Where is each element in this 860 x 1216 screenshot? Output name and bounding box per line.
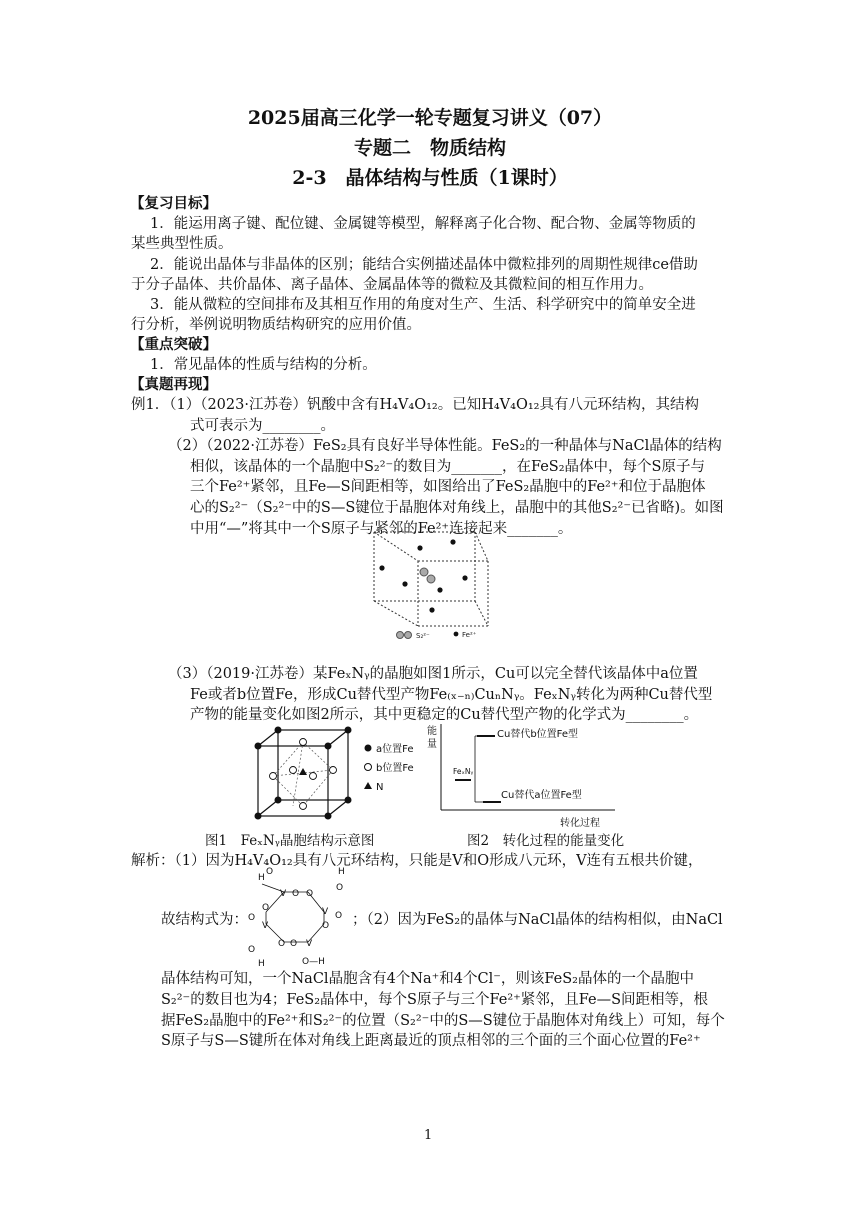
review-goal-line: 某些典型性质。 xyxy=(131,236,233,252)
fe2-ion xyxy=(450,539,455,544)
b-site-fe xyxy=(290,767,297,774)
o-atom-label: O xyxy=(266,867,274,877)
legend-a-icon xyxy=(365,745,372,752)
lesson-title: 2-3 晶体结构与性质（1课时） xyxy=(292,167,568,189)
key-points-heading: 【重点突破】 xyxy=(130,336,217,353)
analysis-line: S₂²⁻的数目也为4；FeS₂晶体中，每个S原子与三个Fe²⁺紧邻，且Fe—S间距相等，根 xyxy=(161,992,709,1008)
b-site-fe xyxy=(310,773,317,780)
h-atom-label: H xyxy=(258,959,265,969)
top-level-label: Cu替代b位置Fe型 xyxy=(497,729,579,740)
legend-b-icon xyxy=(365,764,372,771)
legend-b-label: b位置Fe xyxy=(376,763,414,774)
b-site-fe xyxy=(270,773,277,780)
cell-edge xyxy=(374,601,418,626)
y-axis-label-2: 量 xyxy=(427,739,437,750)
h-atom-label: H xyxy=(258,873,265,883)
s2-legend-icon xyxy=(397,632,412,639)
y-axis-label-1: 能 xyxy=(427,726,437,737)
review-goal-line: 行分析，举例说明物质结构研究的应用价值。 xyxy=(131,317,421,333)
b-site-fe xyxy=(300,803,307,810)
figure-1-caption: 图1 FeₓNᵧ晶胞结构示意图 xyxy=(205,833,375,849)
a-site-fe xyxy=(275,797,282,804)
question-1-line: 式可表示为________。 xyxy=(190,418,335,434)
question-2-line: 相似，该晶体的一个晶胞中S₂²⁻的数目为_______，在FeS₂晶体中，每个S原子与 xyxy=(190,459,705,475)
key-point-line: 1．常见晶体的性质与结构的分析。 xyxy=(150,357,377,373)
o-atom-label: O xyxy=(278,939,286,949)
fe2-ion xyxy=(417,545,422,550)
fe2-ion xyxy=(429,607,434,612)
review-goal-line: 2．能说出晶体与非晶体的区别；能结合实例描述晶体中微粒排列的周期性规律ce借助 xyxy=(150,257,698,273)
review-goals-heading: 【复习目标】 xyxy=(130,195,217,212)
o-atom-label: O xyxy=(248,945,256,955)
o-atom-label: O xyxy=(335,911,343,921)
energy-change-figure xyxy=(425,722,620,830)
question-2-line: 心的S₂²⁻（S₂²⁻中的S—S键位于晶胞体对角线上，晶胞中的其他S₂²⁻已省略)。如图 xyxy=(190,500,724,516)
a-site-fe xyxy=(345,727,352,734)
a-site-fe xyxy=(345,797,352,804)
x-axis-label: 转化过程 xyxy=(560,818,600,829)
v-atom-label: V xyxy=(322,907,329,917)
question-2-line: 三个Fe²⁺紧邻，且Fe—S间距相等，如图给出了FeS₂晶胞中的Fe²⁺和位于晶胞体 xyxy=(190,479,706,495)
s2-legend-label: S₂²⁻ xyxy=(416,632,430,640)
b-site-fe xyxy=(300,739,307,746)
a-site-fe xyxy=(325,743,332,750)
question-3-line: 产物的能量变化如图2所示，其中更稳定的Cu替代型产物的化学式为________。 xyxy=(190,707,699,723)
fexny-unit-cell-figure xyxy=(250,724,425,826)
real-questions-heading: 【真题再现】 xyxy=(130,376,217,393)
fe2-ion xyxy=(379,565,384,570)
legend-n-icon xyxy=(364,782,372,789)
fe2-ion xyxy=(462,575,467,580)
legend-n-label: N xyxy=(376,782,384,793)
question-1-line: 例1．（1）（2023·江苏卷）钒酸中含有H₄V₄O₁₂。已知H₄V₄O₁₂具有八元环结构，其结构 xyxy=(131,397,699,413)
topic-title: 专题二 物质结构 xyxy=(353,137,506,159)
fe2-legend-icon xyxy=(454,632,459,637)
review-goal-line: 1．能运用离子键、配位键、金属键等模型，解释离子化合物、配合物、金属等物质的 xyxy=(150,216,696,232)
o-atom-label: O xyxy=(292,889,300,899)
v-atom-label: V xyxy=(280,889,287,899)
b-site-fe xyxy=(330,767,337,774)
cell-edge xyxy=(475,532,488,561)
h4v4o12-structure xyxy=(240,862,350,970)
bottom-level-label: Cu替代a位置Fe型 xyxy=(501,790,582,801)
o-atom-label: O xyxy=(262,903,270,913)
fe2-ion xyxy=(402,581,407,586)
review-goal-line: 3．能从微粒的空间排布及其相互作用的角度对生产、生活、科学研究中的简单安全进 xyxy=(150,297,696,313)
o-atom-label: O xyxy=(306,889,314,899)
fe2-legend-label: Fe²⁺ xyxy=(462,631,477,639)
analysis-line: 晶体结构可知，一个NaCl晶胞含有4个Na⁺和4个Cl⁻，则该FeS₂晶体的一个晶胞中 xyxy=(161,971,694,987)
analysis-line: 据FeS₂晶胞中的Fe²⁺和S₂²⁻的位置（S₂²⁻中的S—S键位于晶胞体对角线上）可知，每个 xyxy=(161,1013,725,1029)
oh-group-label: O—H xyxy=(302,957,325,967)
question-3-line: （3）（2019·江苏卷）某FeₓNᵧ的晶胞如图1所示，Cu可以完全替代该晶体中a位置 xyxy=(168,666,698,682)
question-3-line: Fe或者b位置Fe，形成Cu替代型产物Fe₍ₓ₋ₙ₎CuₙNᵧ。FeₓNᵧ转化为两种Cu替代型 xyxy=(190,687,713,703)
legend-a-label: a位置Fe xyxy=(376,744,414,755)
h-atom-label: H xyxy=(338,867,345,877)
cell-edge xyxy=(374,532,418,561)
v-atom-label: V xyxy=(262,921,269,931)
a-site-fe xyxy=(255,743,262,750)
o-atom-label: O xyxy=(322,921,330,931)
o-atom-label: O xyxy=(290,939,298,949)
cell-back-face xyxy=(278,730,348,800)
review-goal-line: 于分子晶体、共价晶体、离子晶体、金属晶体等的微粒及其微粒间的相互作用力。 xyxy=(131,277,653,293)
cell-edge xyxy=(475,601,488,626)
document-title: 2025届高三化学一轮专题复习讲义（07） xyxy=(247,107,613,129)
a-site-fe xyxy=(255,813,262,820)
analysis-line: S原子与S—S键所在体对角线上距离最近的顶点相邻的三个面的三个面心位置的Fe²⁺ xyxy=(161,1033,701,1049)
analysis-line: 解析：（1）因为H₄V₄O₁₂具有八元环结构，只能是V和O形成八元环，V连有五根共价键， xyxy=(131,853,703,869)
v-atom-label: V xyxy=(306,939,313,949)
question-2-line: 中用“—”将其中一个S原子与紧邻的Fe²⁺连接起来_______。 xyxy=(190,521,573,537)
page-number: 1 xyxy=(424,1128,433,1143)
a-site-fe xyxy=(275,727,282,734)
s2-dimer-center xyxy=(420,568,435,583)
fe2-ion xyxy=(437,587,442,592)
question-2-line: （2）（2022·江苏卷）FeS₂具有良好半导体性能。FeS₂的一种晶体与NaCl晶体的结构 xyxy=(168,438,722,454)
figure-2-caption: 图2 转化过程的能量变化 xyxy=(467,833,625,849)
n-atom xyxy=(299,768,307,775)
o-atom-label: O xyxy=(336,883,344,893)
analysis-line: ；（2）因为FeS₂的晶体与NaCl晶体的结构相似，由NaCl xyxy=(352,912,723,928)
a-site-fe xyxy=(325,813,332,820)
start-level-label: FeₓNᵧ xyxy=(453,767,474,776)
fes2-unit-cell-figure xyxy=(360,526,500,646)
analysis-line: 故结构式为： xyxy=(161,912,248,928)
o-atom-label: O xyxy=(248,913,256,923)
